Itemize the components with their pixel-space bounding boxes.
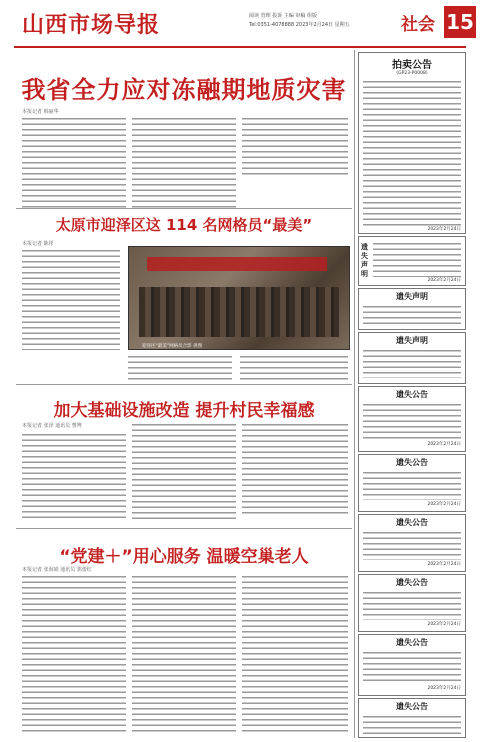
notice-block xyxy=(358,288,466,330)
masthead-contact-line: 阅读 管理 投诉 主编 审稿 组版 xyxy=(249,13,317,19)
photo-caption: 迎泽区“最美”网格员合影 供图 xyxy=(142,344,203,349)
notice-3-title: 遗失声明 xyxy=(396,336,428,345)
auction-notice-date: 2023年2月24日 xyxy=(427,227,461,232)
article-1-body-col1 xyxy=(22,116,126,208)
article-4-byline: 本报记者 张海娟 通讯员 郭蕾红 xyxy=(22,567,92,573)
page-number: 15 xyxy=(444,6,476,38)
notice-block xyxy=(358,454,466,512)
notice-block xyxy=(358,332,466,384)
article-2-body-col3 xyxy=(240,354,348,380)
notice-body xyxy=(363,470,461,500)
article-3-body-col1 xyxy=(22,432,126,522)
notice-body xyxy=(363,530,461,560)
column-rule xyxy=(354,50,355,738)
notice-body xyxy=(363,348,461,378)
notice-5-date: 2023年2月24日 xyxy=(427,502,461,507)
article-2-byline: 本报记者 陈彤 xyxy=(22,241,54,247)
article-3-body-col2 xyxy=(132,422,236,522)
notice-body xyxy=(363,650,461,684)
notice-4-title: 遗失公告 xyxy=(396,390,428,399)
notice-block xyxy=(358,514,466,572)
article-3-byline: 本报记者 张泽 通讯员 曹博 xyxy=(22,423,82,429)
article-1-byline: 本报记者 韩丽华 xyxy=(22,109,59,115)
notice-9-title: 遗失公告 xyxy=(396,702,428,711)
article-1-body-col3 xyxy=(242,116,348,178)
divider xyxy=(16,528,352,529)
article-4-body-col2 xyxy=(132,574,236,734)
article-3-body-col3 xyxy=(242,422,348,516)
notice-1-date: 2023年2月24日 xyxy=(427,278,461,283)
notice-5-title: 遗失公告 xyxy=(396,458,428,467)
article-2-headline: 太原市迎泽区这 114 名网格员“最美” xyxy=(55,216,313,234)
article-2-body-col2 xyxy=(128,354,232,380)
group-photo xyxy=(128,246,350,350)
notice-7-title: 遗失公告 xyxy=(396,578,428,587)
notice-body xyxy=(363,714,461,734)
notice-7-date: 2023年2月24日 xyxy=(427,622,461,627)
notice-side-label: 遗 失 声 明 xyxy=(361,243,368,278)
notice-body xyxy=(373,241,461,277)
masthead-date-line: Tel:0351-4078888 2023年2月24日 星期五 xyxy=(249,22,350,28)
notice-block xyxy=(358,386,466,452)
article-3-headline: 加大基础设施改造 提升村民幸福感 xyxy=(53,401,315,421)
notice-body xyxy=(363,590,461,620)
notice-block xyxy=(358,698,466,738)
article-4-body-col1 xyxy=(22,574,126,734)
auction-notice-body xyxy=(363,79,461,227)
masthead xyxy=(14,2,474,48)
article-1-body-col2 xyxy=(132,116,236,208)
article-1-headline: 我省全力应对冻融期地质灾害 xyxy=(21,76,347,104)
auction-notice-title: 拍卖公告 xyxy=(392,60,432,71)
auction-notice-subtitle: (GP23-P0008) xyxy=(396,71,428,76)
divider xyxy=(16,384,352,385)
notice-body xyxy=(363,402,461,440)
newspaper-logo: 山西市场导报 xyxy=(22,12,161,38)
notice-6-title: 遗失公告 xyxy=(396,518,428,527)
notice-block xyxy=(358,634,466,696)
divider xyxy=(16,208,352,209)
notice-block xyxy=(358,574,466,632)
article-4-body-col3 xyxy=(242,574,348,734)
notice-block xyxy=(358,236,466,286)
notice-body xyxy=(363,304,461,326)
notice-4-date: 2023年2月24日 xyxy=(427,442,461,447)
auction-notice xyxy=(358,52,466,234)
notice-6-date: 2023年2月24日 xyxy=(427,562,461,567)
notice-8-title: 遗失公告 xyxy=(396,638,428,647)
notice-2-title: 遗失声明 xyxy=(396,292,428,301)
article-2-body-col1 xyxy=(22,248,120,350)
notice-8-date: 2023年2月24日 xyxy=(427,686,461,691)
article-4-headline: “党建＋”用心服务 温暖空巢老人 xyxy=(59,547,309,567)
section-label: 社会 xyxy=(401,15,435,35)
